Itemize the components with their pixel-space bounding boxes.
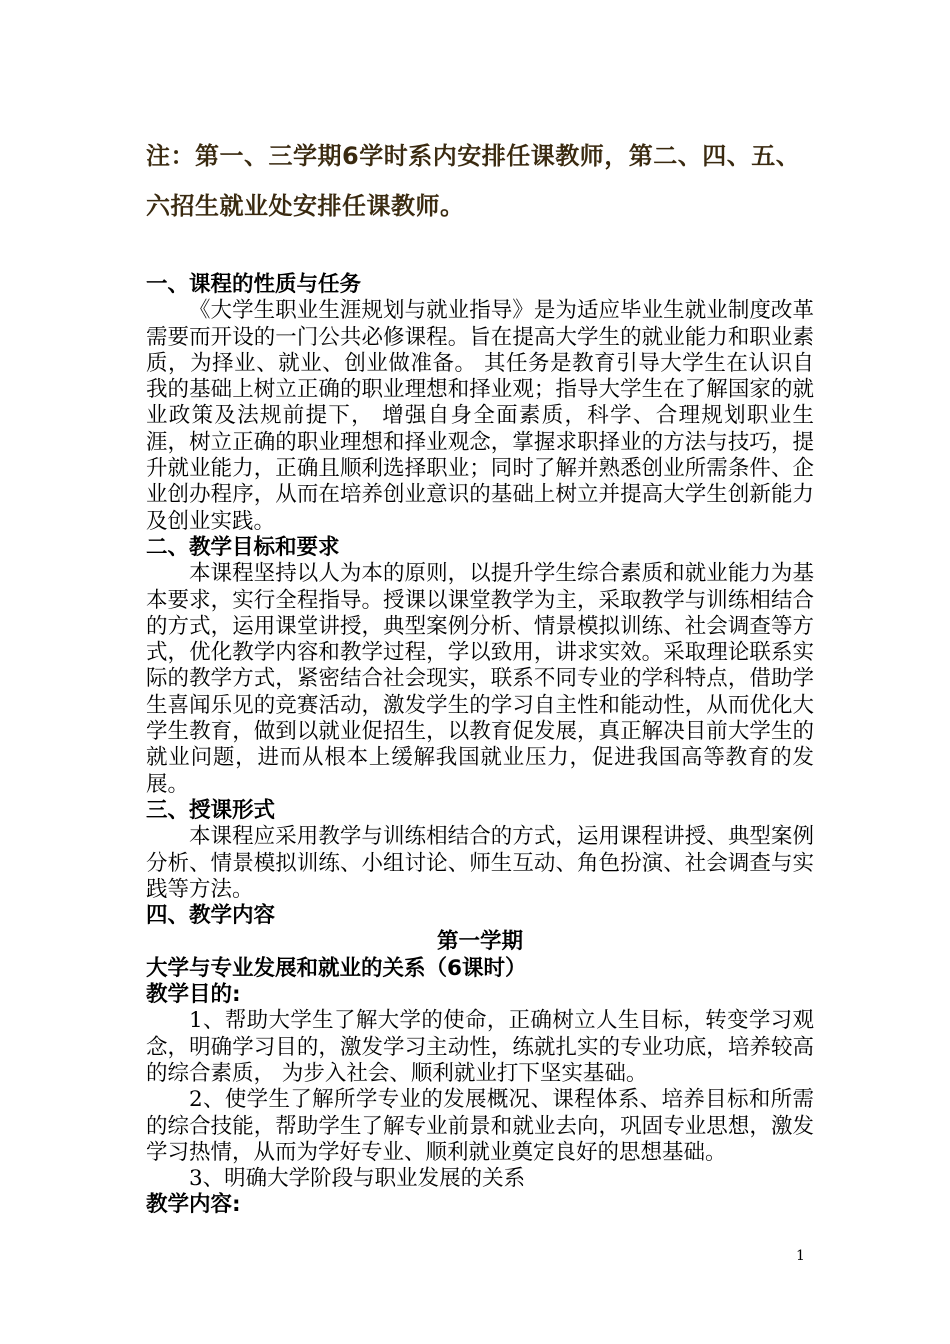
- goal-item-2: 2、使学生了解所学专业的发展概况、课程体系、培养目标和所需的综合技能，帮助学生了解专业前景和就业去向，巩固专业思想，激发学习热情，从而为学好专业、顺利就业奠定良好的思想基础。: [146, 1087, 814, 1165]
- note-line-2: 六招生就业处安排任课教师。: [146, 192, 465, 220]
- goal-item-3: 3、明确大学阶段与职业发展的关系: [189, 1166, 526, 1192]
- document-body: [146, 272, 814, 1219]
- goal-item-1: 1、帮助大学生了解大学的使命，正确树立人生目标，转变学习观念，明确学习目的，激发学习主动性，练就扎实的专业功底，培养较高的综合素质， 为步入社会、顺利就业打下坚实基础。: [146, 1008, 814, 1086]
- section-body-2: 本课程坚持以人为本的原则，以提升学生综合素质和就业能力为基本要求，实行全程指导。授课以课堂教学为主，采取教学与训练相结合的方式，运用课堂讲授，典型案例分析、情景模拟训练、社会调查等方式，优化教学内容和教学过程，学以致用，讲求实效。采取理论联系实际的教学方式，紧密结合社会现实，联系不同专业的学科特点，借助学生喜闻乐见的竞赛活动，激发学生的学习自主性和能动性，从而优化大学生教育，做到以就业促招生，以教育促发展，真正解决目前大学生的就业问题，进而从根本上缓解我国就业压力，促进我国高等教育的发展。: [146, 561, 814, 797]
- section-body-3: 本课程应采用教学与训练相结合的方式，运用课程讲授、典型案例分析、情景模拟训练、小组讨论、师生互动、角色扮演、社会调查与实践等方法。: [146, 824, 814, 902]
- term-title: 第一学期: [436, 929, 523, 955]
- section-body-1: 《大学生职业生涯规划与就业指导》是为适应毕业生就业制度改革需要而开设的一门公共必修课程。旨在提高大学生的就业能力和职业素质，为择业、就业、创业做准备。 其任务是教育引导大学生在认识自我的基础上树立正确的职业理想和择业观；指导大学生在了解国家的就业政策及法规前提下， 增强自身全面素质，科学、合理规划职业生涯，树立正确的职业理想和择业观念，掌握求职择业的方法与技巧，提升就业能力，正确且顺利选择职业；同时了解并熟悉创业所需条件、企业创办程序，从而在培养创业意识的基础上树立并提高大学生创新能力及创业实践。: [146, 298, 814, 534]
- content-label: 教学内容:: [146, 1192, 241, 1218]
- page-number: 1: [796, 1248, 805, 1264]
- section-heading-1: 一、课程的性质与任务: [146, 272, 362, 297]
- section-heading-2: 二、教学目标和要求: [146, 534, 340, 560]
- section-heading-3: 三、授课形式: [146, 797, 276, 823]
- note-line-1: 注：第一、三学期6学时系内安排任课教师，第二、四、五、: [146, 142, 801, 170]
- goal-label: 教学目的:: [146, 982, 241, 1008]
- unit-title: 大学与专业发展和就业的关系（6课时）: [146, 955, 527, 981]
- section-heading-4: 四、教学内容: [146, 903, 276, 929]
